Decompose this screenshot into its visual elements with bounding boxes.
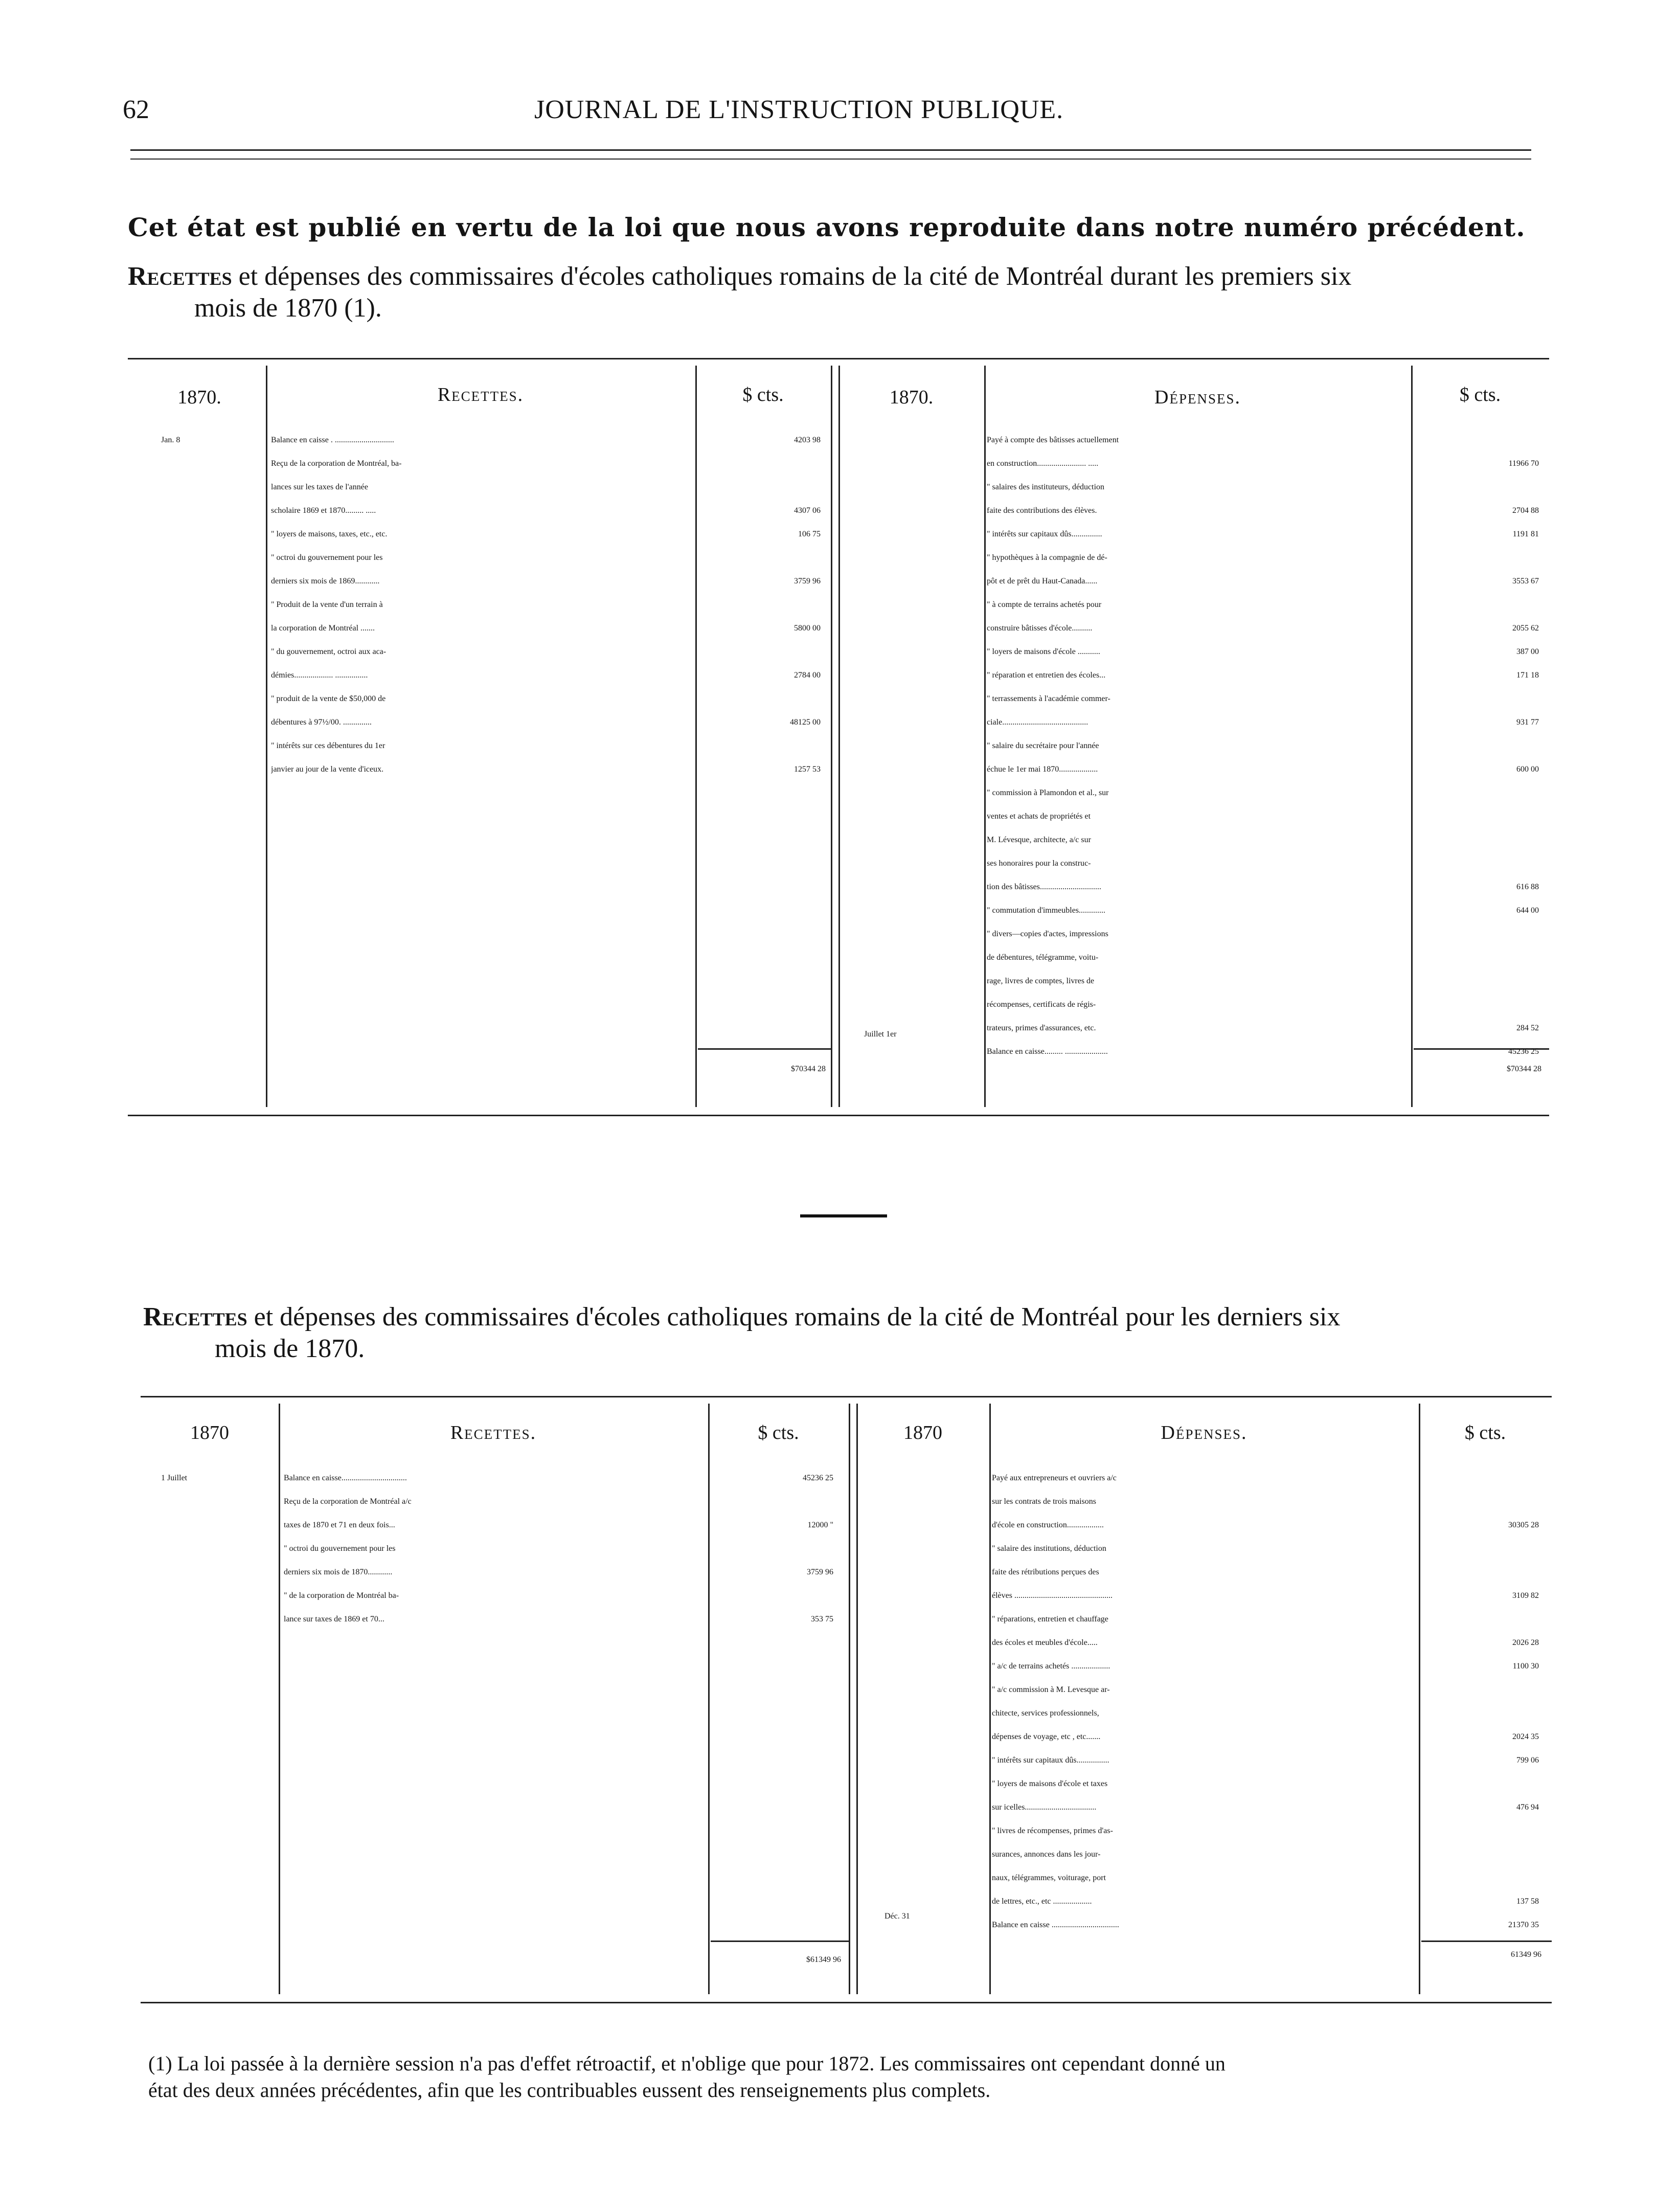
entry-amount: 3553 67 bbox=[1512, 577, 1539, 585]
entry-amount: 1100 30 bbox=[1512, 1662, 1539, 1671]
entry-description-line: Reçu de la corporation de Montréal a/c bbox=[284, 1497, 412, 1506]
entry-description-line: sur les contrats de trois maisons bbox=[992, 1497, 1096, 1506]
entry-description-line: Balance en caisse......... ..................... bbox=[987, 1047, 1108, 1056]
entry-amount: 616 88 bbox=[1516, 883, 1539, 891]
entry-description-line: rage, livres de comptes, livres de bbox=[987, 977, 1095, 985]
table2-caption-line2: mois de 1870. bbox=[215, 1334, 365, 1363]
entry-amount: 644 00 bbox=[1516, 906, 1539, 915]
table1-col-divider bbox=[838, 366, 840, 1107]
entry-description-line: échue le 1er mai 1870................... bbox=[987, 765, 1098, 774]
entry-amount: 3109 82 bbox=[1512, 1591, 1539, 1600]
entry-description-line: surances, annonces dans les jour- bbox=[992, 1850, 1101, 1859]
entry-description-line: ventes et achats de propriétés et bbox=[987, 812, 1091, 821]
entry-description-line: " intérêts sur capitaux dûs................ bbox=[992, 1756, 1109, 1765]
entry-description-line: ses honoraires pour la construc- bbox=[987, 859, 1091, 868]
table1-col-divider bbox=[1411, 366, 1413, 1107]
entry-description-line: " hypothèques à la compagnie de dé- bbox=[987, 553, 1107, 562]
table2-col-divider bbox=[1419, 1404, 1420, 1994]
header-rule-bottom bbox=[130, 159, 1531, 160]
journal-title: JOURNAL DE L'INSTRUCTION PUBLIQUE. bbox=[534, 95, 1064, 124]
header-rule-top bbox=[130, 149, 1531, 151]
entry-description-line: " commission à Plamondon et al., sur bbox=[987, 788, 1109, 797]
entry-description-line: " intérêts sur ces débentures du 1er bbox=[271, 741, 385, 750]
table1-year-left: 1870. bbox=[177, 387, 221, 408]
table1-bottom-rule bbox=[128, 1115, 1549, 1116]
entry-description-line: " loyers de maisons d'école et taxes bbox=[992, 1779, 1108, 1788]
entry-description-line: faite des rétributions perçues des bbox=[992, 1568, 1099, 1576]
table1-caption-lead: Recettes bbox=[128, 262, 232, 291]
entry-amount: 4203 98 bbox=[794, 436, 821, 444]
table1-dollars-right: $ cts. bbox=[1459, 384, 1501, 405]
entry-amount: 1257 53 bbox=[794, 765, 821, 774]
entry-amount: 45236 25 bbox=[803, 1474, 833, 1482]
entry-description-line: " salaires des instituteurs, déduction bbox=[987, 483, 1105, 491]
table2-year-right: 1870 bbox=[903, 1422, 942, 1443]
entry-description-line: lances sur les taxes de l'année bbox=[271, 483, 368, 491]
entry-description-line: " a/c commission à M. Levesque ar- bbox=[992, 1685, 1110, 1694]
entry-amount: 600 00 bbox=[1516, 765, 1539, 774]
entry-description-line: " Produit de la vente d'un terrain à bbox=[271, 600, 383, 609]
entry-description-line: Reçu de la corporation de Montréal, ba- bbox=[271, 459, 402, 468]
entry-description-line: trateurs, primes d'assurances, etc. bbox=[987, 1024, 1096, 1032]
table2-col-divider bbox=[279, 1404, 280, 1994]
entry-description-line: sur icelles................................... bbox=[992, 1803, 1097, 1812]
entry-description-line: en construction........................ ..... bbox=[987, 459, 1099, 468]
section-divider bbox=[800, 1214, 887, 1217]
table1-caption bbox=[128, 261, 1549, 324]
entry-description-line: derniers six mois de 1869............ bbox=[271, 577, 380, 585]
entry-description-line: de débentures, télégramme, voitu- bbox=[987, 953, 1099, 962]
table1-top-rule bbox=[128, 358, 1549, 359]
table2-expense-date: Déc. 31 bbox=[884, 1912, 910, 1921]
table2-dollars-right: $ cts. bbox=[1464, 1422, 1506, 1443]
table1-receipts-total: $70344 28 bbox=[791, 1065, 826, 1073]
entry-description-line: derniers six mois de 1870............ bbox=[284, 1568, 393, 1576]
entry-description-line: " loyers de maisons, taxes, etc., etc. bbox=[271, 530, 388, 538]
entry-amount: 2704 88 bbox=[1512, 506, 1539, 515]
entry-description-line: récompenses, certificats de régis- bbox=[987, 1000, 1096, 1009]
entry-description-line: " a/c de terrains achetés ................... bbox=[992, 1662, 1110, 1671]
entry-description-line: de lettres, etc., etc ................... bbox=[992, 1897, 1092, 1906]
entry-description-line: lance sur taxes de 1869 et 70... bbox=[284, 1615, 384, 1623]
entry-description-line: pôt et de prêt du Haut-Canada...... bbox=[987, 577, 1098, 585]
table2-recettes-header: Recettes. bbox=[450, 1422, 537, 1443]
entry-description-line: la corporation de Montréal ....... bbox=[271, 624, 375, 633]
table2-top-rule bbox=[141, 1396, 1552, 1397]
table1-total-rule bbox=[698, 1048, 831, 1050]
entry-amount: 931 77 bbox=[1516, 718, 1539, 727]
entry-description-line: " loyers de maisons d'école ........... bbox=[987, 647, 1100, 656]
entry-amount: 5800 00 bbox=[794, 624, 821, 633]
entry-description-line: des écoles et meubles d'école..... bbox=[992, 1638, 1098, 1647]
table1-col-divider bbox=[831, 366, 832, 1107]
entry-description-line: janvier au jour de la vente d'iceux. bbox=[271, 765, 384, 774]
entry-description-line: démies................... ................ bbox=[271, 671, 368, 680]
footnote bbox=[148, 2050, 1559, 2104]
table1-caption-text: et dépenses des commissaires d'écoles catholiques romains de la cité de Montréal durant les premiers six bbox=[232, 262, 1352, 291]
entry-description-line: " commutation d'immeubles............. bbox=[987, 906, 1106, 915]
footnote-line-2: état des deux années précédentes, afin que les contribuables eussent des renseignements plus complets. bbox=[148, 2079, 991, 2102]
table1-col-divider bbox=[984, 366, 986, 1107]
table1-expense-date: Juillet 1er bbox=[864, 1030, 897, 1039]
entry-description-line: " livres de récompenses, primes d'as- bbox=[992, 1826, 1113, 1835]
table1-expenses-total: $70344 28 bbox=[1507, 1065, 1541, 1073]
entry-description-line: " terrassements à l'académie commer- bbox=[987, 694, 1110, 703]
entry-amount: 30305 28 bbox=[1508, 1521, 1539, 1529]
table2-year-left: 1870 bbox=[190, 1422, 229, 1443]
entry-amount: 21370 35 bbox=[1508, 1921, 1539, 1929]
entry-description-line: " divers—copies d'actes, impressions bbox=[987, 930, 1108, 938]
entry-amount: 2784 00 bbox=[794, 671, 821, 680]
entry-description-line: " du gouvernement, octroi aux aca- bbox=[271, 647, 387, 656]
entry-description-line: élèves ................................................ bbox=[992, 1591, 1113, 1600]
entry-description-line: " réparation et entretien des écoles... bbox=[987, 671, 1106, 680]
table1-depenses-header: Dépenses. bbox=[1154, 387, 1241, 408]
entry-description-line: Payé à compte des bâtisses actuellement bbox=[987, 436, 1119, 444]
entry-amount: 1191 81 bbox=[1512, 530, 1539, 538]
table1-caption-line2: mois de 1870 (1). bbox=[194, 294, 382, 323]
table2-col-divider bbox=[708, 1404, 710, 1994]
table1-dollars-left: $ cts. bbox=[742, 384, 784, 405]
entry-amount: 48125 00 bbox=[790, 718, 821, 727]
table1-col-divider bbox=[266, 366, 267, 1107]
entry-description-line: " de la corporation de Montréal ba- bbox=[284, 1591, 399, 1600]
entry-description-line: scholaire 1869 et 1870......... ..... bbox=[271, 506, 376, 515]
entry-description-line: " salaire des institutions, déduction bbox=[992, 1544, 1106, 1553]
table1-year-right: 1870. bbox=[889, 387, 934, 408]
table2-col-divider bbox=[849, 1404, 850, 1994]
entry-description-line: " réparations, entretien et chauffage bbox=[992, 1615, 1108, 1623]
publication-notice: Cet état est publié en vertu de la loi que nous avons reproduite dans notre numéro précédent. bbox=[128, 212, 1526, 242]
entry-description-line: taxes de 1870 et 71 en deux fois... bbox=[284, 1521, 395, 1529]
table2-depenses-header: Dépenses. bbox=[1161, 1422, 1247, 1443]
entry-amount: 171 18 bbox=[1516, 671, 1539, 680]
entry-amount: 2024 35 bbox=[1512, 1732, 1539, 1741]
entry-description-line: Payé aux entrepreneurs et ouvriers a/c bbox=[992, 1474, 1117, 1482]
entry-description-line: d'école en construction.................. bbox=[992, 1521, 1104, 1529]
footnote-line-1: (1) La loi passée à la dernière session n'a pas d'effet rétroactif, et n'oblige que pour 1872. Les commissaires ont cependant donné un bbox=[148, 2052, 1226, 2075]
table2-receipt-date: 1 Juillet bbox=[161, 1474, 188, 1482]
entry-amount: 12000 " bbox=[807, 1521, 833, 1529]
entry-amount: 284 52 bbox=[1516, 1024, 1539, 1032]
table2-col-divider bbox=[989, 1404, 991, 1994]
entry-description-line: Balance en caisse . ............................. bbox=[271, 436, 394, 444]
table1-col-divider bbox=[695, 366, 697, 1107]
table2-col-divider bbox=[856, 1404, 858, 1994]
entry-amount: 2055 62 bbox=[1512, 624, 1539, 633]
entry-amount: 3759 96 bbox=[807, 1568, 833, 1576]
table2-dollars-left: $ cts. bbox=[758, 1422, 799, 1443]
entry-description-line: " produit de la vente de $50,000 de bbox=[271, 694, 386, 703]
entry-amount: 45236 25 bbox=[1508, 1047, 1539, 1056]
table2-caption bbox=[143, 1301, 1564, 1365]
entry-description-line: " intérêts sur capitaux dûs............... bbox=[987, 530, 1102, 538]
entry-amount: 353 75 bbox=[811, 1615, 833, 1623]
entry-amount: 799 06 bbox=[1516, 1756, 1539, 1765]
entry-amount: 106 75 bbox=[798, 530, 821, 538]
table2-caption-lead: Recettes bbox=[143, 1302, 247, 1331]
table2-bottom-rule bbox=[141, 2002, 1552, 2003]
entry-amount: 4307 06 bbox=[794, 506, 821, 515]
entry-amount: 3759 96 bbox=[794, 577, 821, 585]
entry-amount: 11966 70 bbox=[1508, 459, 1539, 468]
entry-description-line: tion des bâtisses.............................. bbox=[987, 883, 1101, 891]
entry-amount: 137 58 bbox=[1516, 1897, 1539, 1906]
entry-description-line: Balance en caisse ................................. bbox=[992, 1921, 1119, 1929]
entry-amount: 387 00 bbox=[1516, 647, 1539, 656]
table2-caption-text: et dépenses des commissaires d'écoles catholiques romains de la cité de Montréal pour les derniers six bbox=[247, 1302, 1341, 1331]
entry-description-line: chitecte, services professionnels, bbox=[992, 1709, 1099, 1718]
entry-description-line: faite des contributions des élèves. bbox=[987, 506, 1097, 515]
entry-description-line: Balance en caisse................................ bbox=[284, 1474, 407, 1482]
entry-amount: 2026 28 bbox=[1512, 1638, 1539, 1647]
entry-description-line: M. Lévesque, architecte, a/c sur bbox=[987, 836, 1091, 844]
entry-amount: 476 94 bbox=[1516, 1803, 1539, 1812]
table1-receipt-date: Jan. 8 bbox=[161, 436, 180, 444]
entry-description-line: " octroi du gouvernement pour les bbox=[284, 1544, 396, 1553]
entry-description-line: débentures à 97½/00. .............. bbox=[271, 718, 372, 727]
table2-expenses-total: 61349 96 bbox=[1511, 1950, 1541, 1959]
entry-description-line: " octroi du gouvernement pour les bbox=[271, 553, 383, 562]
table2-receipts-total: $61349 96 bbox=[806, 1955, 841, 1964]
entry-description-line: construire bâtisses d'école.......... bbox=[987, 624, 1093, 633]
entry-description-line: " salaire du secrétaire pour l'année bbox=[987, 741, 1099, 750]
table2-total-rule bbox=[1421, 1940, 1552, 1942]
table2-total-rule bbox=[711, 1940, 849, 1942]
table1-recettes-header: Recettes. bbox=[437, 384, 524, 405]
entry-description-line: ciale.......................................... bbox=[987, 718, 1088, 727]
entry-description-line: " à compte de terrains achetés pour bbox=[987, 600, 1102, 609]
entry-description-line: dépenses de voyage, etc , etc....... bbox=[992, 1732, 1101, 1741]
entry-description-line: naux, télégrammes, voiturage, port bbox=[992, 1874, 1106, 1882]
page-number: 62 bbox=[123, 95, 149, 124]
